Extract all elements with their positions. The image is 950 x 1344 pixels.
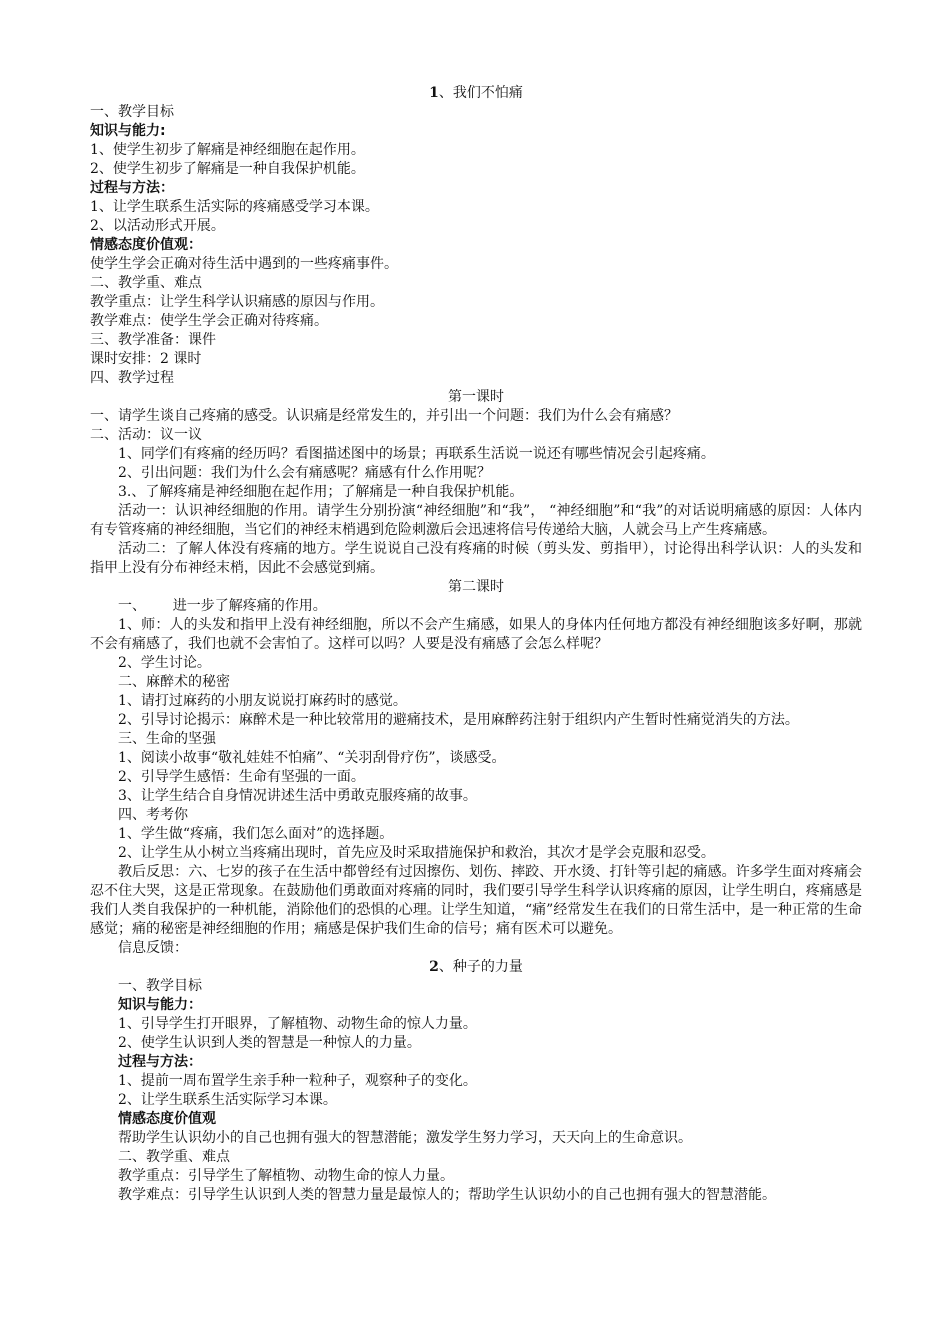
period2-step-13: 2、让学生从小树立当疼痛出现时，首先应及时采取措施保护和救治，其次才是学会克服和忍受。 <box>118 845 715 861</box>
period2-section-strength: 三、生命的坚强 <box>118 731 216 747</box>
lesson2-section-objectives: 一、教学目标 <box>118 978 202 994</box>
period2-step-9: 2、引导学生感悟：生命有坚强的一面。 <box>118 769 365 785</box>
lesson1-process-1: 1、让学生联系生活实际的疼痛感受学习本课。 <box>90 199 379 215</box>
period2-step-6: 2、引导讨论揭示：麻醉术是一种比较常用的避痛技术，是用麻醉药注射于组织内产生暂时性痛觉消失的方法。 <box>118 712 799 728</box>
lesson2-difficulty: 教学难点：引导学生认识到人类的智慧力量是最惊人的；帮助学生认识幼小的自己也拥有强大的智慧潜能。 <box>118 1187 776 1203</box>
period1-step-4: 2、引出问题：我们为什么会有痛感呢？痛感有什么作用呢？ <box>118 465 491 481</box>
lesson2-focus: 教学重点：引导学生了解植物、动物生命的惊人力量。 <box>118 1168 454 1184</box>
lesson1-knowledge-2: 2、使学生初步了解痛是一种自我保护机能。 <box>90 161 365 177</box>
period2-step-12: 1、学生做“疼痛，我们怎么面对”的选择题。 <box>118 826 394 842</box>
period2-section-anesthesia: 二、麻醉术的秘密 <box>118 674 230 690</box>
period2-step-2: 1、师：人的头发和指甲上没有神经细胞，所以不会产生痛感，如果人的身体内任何地方都没有神经细胞该多好啊，那就不会有痛感了，我们也就不会害怕了。这样可以吗？人要是没有痛感了会怎么样呢？ <box>90 617 862 652</box>
lesson1-knowledge-1: 1、使学生初步了解痛是神经细胞在起作用。 <box>90 142 365 158</box>
lesson2-heading-knowledge: 知识与能力： <box>118 997 202 1013</box>
lesson1-hours: 课时安排：2 课时 <box>90 351 202 367</box>
lesson1-title-text: 、我们不怕痛 <box>438 85 523 101</box>
lesson1-difficulty: 教学难点：使学生学会正确对待疼痛。 <box>90 313 328 329</box>
period1-activity-2: 活动二：了解人体没有疼痛的地方。学生说说自己没有疼痛的时候（剪头发、剪指甲），讨论得出科学认识：人的头发和指甲上没有分布神经末梢，因此不会感觉到痛。 <box>90 541 862 576</box>
period2-step-5: 1、请打过麻药的小朋友说说打麻药时的感觉。 <box>118 693 407 709</box>
lesson1-section-objectives: 一、教学目标 <box>90 104 174 120</box>
lesson1-emotion-1: 使学生学会正确对待生活中遇到的一些疼痛事件。 <box>90 256 398 272</box>
lesson1-section-process: 四、教学过程 <box>90 370 174 386</box>
period1-step-1: 一、请学生谈自己疼痛的感受。认识痛是经常发生的，并引出一个问题：我们为什么会有痛感？ <box>90 408 678 424</box>
lesson1-reflection: 教后反思：六、七岁的孩子在生活中都曾经有过因擦伤、划伤、摔跤、开水烫、打针等引起的痛感。许多学生面对疼痛会忍不住大哭，这是正常现象。在鼓励他们勇敢面对疼痛的同时，我们要引导学生科学认识疼痛的原因，让学生明白，疼痛感是我们人类自我保护的一种机能，消除他们的恐惧的心理。让学生知道，“痛”经常发生在我们的日常生活中，是一种正常的生命感觉；痛的秘密是神经细胞的作用；痛感是保护我们生命的信号；痛有医术可以避免。 <box>90 864 862 937</box>
period2-section-quiz: 四、考考你 <box>118 807 188 823</box>
period1-step-5: 3.、了解疼痛是神经细胞在起作用；了解痛是一种自我保护机能。 <box>118 484 524 500</box>
lesson2-title <box>90 958 862 977</box>
lesson1-process-2: 2、以活动形式开展。 <box>90 218 225 234</box>
lesson2-heading-process: 过程与方法： <box>118 1054 202 1070</box>
lesson2-process-1: 1、提前一周布置学生亲手种一粒种子，观察种子的变化。 <box>118 1073 477 1089</box>
period1-step-3: 1、同学们有疼痛的经历吗？看图描述图中的场景；再联系生活说一说还有哪些情况会引起疼痛。 <box>118 446 715 462</box>
lesson2-knowledge-1: 1、引导学生打开眼界，了解植物、动物生命的惊人力量。 <box>118 1016 477 1032</box>
period-2-heading: 第二课时 <box>448 579 504 595</box>
period2-step-3: 2、学生讨论。 <box>118 655 211 671</box>
lesson1-section-preparation: 三、教学准备：课件 <box>90 332 216 348</box>
lesson1-heading-knowledge: 知识与能力: <box>90 123 166 139</box>
lesson2-section-keypoints: 二、教学重、难点 <box>118 1149 230 1165</box>
lesson2-knowledge-2: 2、使学生认识到人类的智慧是一种惊人的力量。 <box>118 1035 421 1051</box>
lesson1-title <box>90 84 862 103</box>
lesson2-heading-emotion: 情感态度价值观 <box>118 1111 216 1127</box>
lesson1-focus: 教学重点：让学生科学认识痛感的原因与作用。 <box>90 294 384 310</box>
period1-step-2: 二、活动：议一议 <box>90 427 202 443</box>
lesson1-heading-emotion: 情感态度价值观： <box>90 237 202 253</box>
lesson2-emotion-1: 帮助学生认识幼小的自己也拥有强大的智慧潜能；激发学生努力学习，天天向上的生命意识。 <box>118 1130 692 1146</box>
period2-step-10: 3、让学生结合自身情况讲述生活中勇敢克服疼痛的故事。 <box>118 788 477 804</box>
lesson2-title-number: 2 <box>429 959 439 975</box>
lesson1-title-number: 1 <box>429 85 439 101</box>
period-1-heading: 第一课时 <box>448 389 504 405</box>
lesson1-feedback: 信息反馈： <box>118 940 188 956</box>
period2-step-8: 1、阅读小故事“敬礼娃娃不怕痛”、“关羽刮骨疗伤”，谈感受。 <box>118 750 506 766</box>
lesson2-process-2: 2、让学生联系生活实际学习本课。 <box>118 1092 337 1108</box>
document-page <box>90 84 862 1205</box>
lesson1-section-keypoints: 二、教学重、难点 <box>90 275 202 291</box>
lesson1-heading-process: 过程与方法： <box>90 180 174 196</box>
period2-step-1: 一、 进一步了解疼痛的作用。 <box>118 598 327 614</box>
period1-activity-1: 活动一：认识神经细胞的作用。请学生分别扮演“神经细胞”和“我”， “神经细胞”和“我”的对话说明痛感的原因：人体内有专管疼痛的神经细胞，当它们的神经末梢遇到危险刺激后会迅速将信号传递给大脑，人就会马上产生疼痛感。 <box>90 503 862 538</box>
lesson2-title-text: 、种子的力量 <box>438 959 523 975</box>
